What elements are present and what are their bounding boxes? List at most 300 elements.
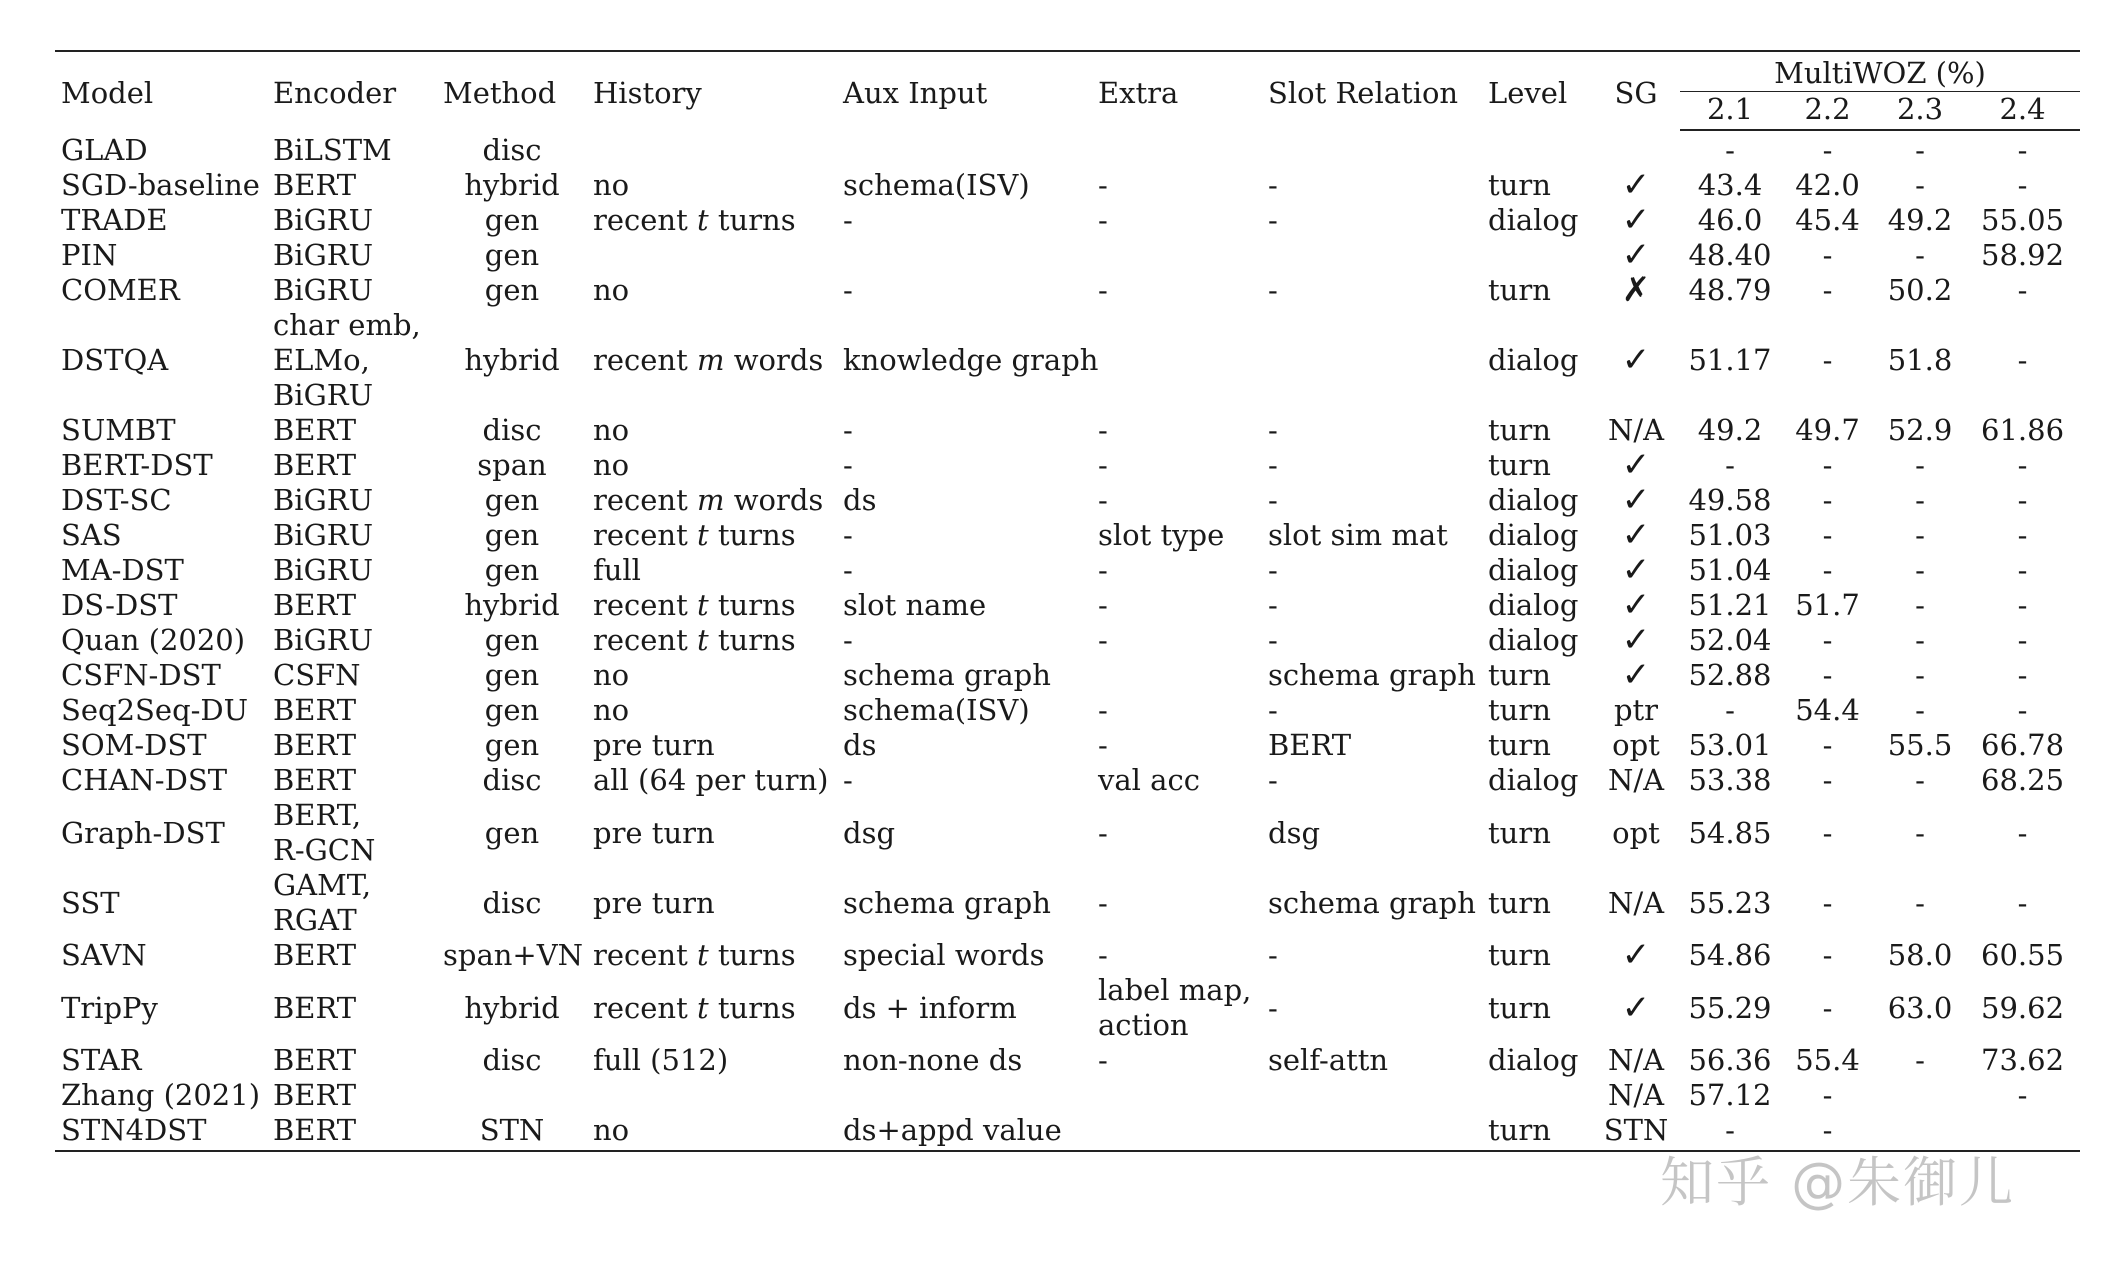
header-model: Model: [55, 51, 267, 130]
table-row: [55, 273, 2080, 308]
extra-cell: -: [1098, 693, 1108, 727]
sg-cell: ✓: [1621, 585, 1651, 625]
aux-input-cell: schema(ISV): [843, 693, 1030, 727]
multiwoz-2-4-cell: -: [2017, 483, 2028, 517]
history-cell: [587, 238, 837, 273]
multiwoz-2-1-cell: 43.4: [1697, 168, 1763, 202]
table-row: [55, 973, 2080, 1043]
slot-relation-cell: -: [1268, 588, 1278, 622]
encoder-cell: GAMT, RGAT: [273, 868, 372, 937]
sg-cell: ✗: [1621, 270, 1651, 310]
model-cell: BERT-DST: [61, 448, 213, 482]
table-row: [55, 168, 2080, 203]
header-aux-input: Aux Input: [837, 51, 1092, 130]
encoder-cell: BERT: [273, 413, 357, 447]
table-row: [55, 938, 2080, 973]
encoder-cell: BERT: [273, 938, 357, 972]
multiwoz-2-1-cell: 48.40: [1688, 238, 1772, 272]
sg-cell: ✓: [1621, 935, 1651, 975]
sg-cell: ✓: [1621, 480, 1651, 520]
history-cell: recent t turns: [593, 518, 796, 552]
multiwoz-2-4-cell: 73.62: [1981, 1043, 2065, 1077]
extra-cell: -: [1098, 623, 1108, 657]
multiwoz-2-2-cell: 51.7: [1795, 588, 1860, 622]
header-method: Method: [437, 51, 587, 130]
slot-relation-cell: -: [1268, 553, 1278, 587]
aux-input-cell: ds: [843, 728, 877, 762]
table-row: [55, 1043, 2080, 1078]
history-cell: all (64 per turn): [593, 763, 829, 797]
header-version-2-2: 2.2: [1780, 92, 1875, 131]
multiwoz-2-3-cell: -: [1915, 693, 1925, 727]
multiwoz-2-4-cell: 55.05: [1981, 203, 2065, 237]
sg-cell: ✓: [1621, 515, 1651, 555]
method-cell: gen: [484, 815, 540, 850]
slot-relation-cell: dsg: [1268, 815, 1321, 850]
model-cell: Zhang (2021): [61, 1078, 261, 1112]
header-version-2-1: 2.1: [1680, 92, 1780, 131]
multiwoz-2-4-cell: 66.78: [1981, 728, 2065, 762]
multiwoz-2-3-cell: 52.9: [1887, 413, 1953, 447]
encoder-cell: BiGRU: [273, 553, 374, 587]
sg-cell: ✓: [1621, 235, 1651, 275]
extra-cell: -: [1098, 168, 1108, 202]
aux-input-cell: schema(ISV): [843, 168, 1030, 202]
extra-cell: -: [1098, 885, 1108, 920]
multiwoz-2-4-cell: -: [2017, 518, 2028, 552]
method-cell: span: [477, 448, 547, 482]
history-cell: no: [593, 413, 630, 447]
method-cell: gen: [484, 238, 540, 272]
multiwoz-2-3-cell: -: [1915, 238, 1925, 272]
aux-input-cell: schema graph: [843, 658, 1051, 692]
sg-cell: opt: [1612, 815, 1660, 850]
level-cell: dialog: [1488, 553, 1579, 587]
slot-relation-cell: -: [1268, 413, 1278, 447]
model-cell: PIN: [61, 238, 118, 272]
multiwoz-2-4-cell: 58.92: [1981, 238, 2065, 272]
multiwoz-2-3-cell: [1875, 1078, 1965, 1113]
extra-cell: [1092, 658, 1262, 693]
extra-cell: -: [1098, 728, 1108, 762]
multiwoz-2-4-cell: -: [2017, 1078, 2028, 1112]
aux-input-cell: -: [843, 448, 853, 482]
history-cell: recent t turns: [593, 623, 796, 657]
table-row: [55, 483, 2080, 518]
method-cell: hybrid: [464, 588, 560, 622]
history-cell: no: [587, 1113, 837, 1151]
encoder-cell: BERT: [273, 588, 357, 622]
slot-relation-cell: schema graph: [1268, 885, 1476, 920]
level-cell: dialog: [1488, 343, 1579, 377]
encoder-cell: BERT: [273, 693, 357, 727]
aux-input-cell: -: [843, 203, 853, 237]
level-cell: dialog: [1488, 763, 1579, 797]
multiwoz-2-2-cell: -: [1822, 448, 1833, 482]
multiwoz-2-1-cell: -: [1725, 693, 1735, 727]
multiwoz-2-1-cell: 52.04: [1688, 623, 1772, 657]
aux-input-cell: ds+appd value: [837, 1113, 1092, 1151]
method-cell: gen: [484, 693, 540, 727]
header-version-2-4: 2.4: [1965, 92, 2080, 131]
encoder-cell: BiGRU: [273, 238, 374, 272]
level-cell: turn: [1488, 990, 1551, 1025]
multiwoz-2-2-cell: 54.4: [1795, 693, 1860, 727]
table-row: [55, 518, 2080, 553]
method-cell: gen: [484, 728, 540, 762]
multiwoz-2-3-cell: -: [1915, 553, 1925, 587]
encoder-cell: char emb, ELMo, BiGRU: [273, 308, 421, 412]
history-cell: pre turn: [593, 815, 715, 850]
method-cell: hybrid: [464, 343, 560, 377]
multiwoz-2-3-cell: -: [1915, 588, 1925, 622]
slot-relation-cell: -: [1268, 623, 1278, 657]
multiwoz-2-1-cell: 55.29: [1688, 990, 1772, 1025]
level-cell: turn: [1488, 693, 1551, 727]
level-cell: dialog: [1488, 588, 1579, 622]
table-row: [55, 238, 2080, 273]
multiwoz-2-4-cell: -: [2017, 623, 2028, 657]
level-cell: turn: [1488, 168, 1551, 202]
method-cell: gen: [484, 553, 540, 587]
encoder-cell: BiLSTM: [273, 132, 392, 167]
level-cell: turn: [1488, 273, 1551, 307]
multiwoz-2-2-cell: -: [1822, 518, 1833, 552]
table-row: [55, 693, 2080, 728]
multiwoz-2-1-cell: -: [1725, 133, 1735, 167]
model-cell: SST: [61, 885, 120, 920]
extra-cell: -: [1098, 588, 1108, 622]
method-cell: hybrid: [464, 990, 560, 1025]
multiwoz-2-2-cell: -: [1822, 658, 1833, 692]
method-cell: gen: [484, 623, 540, 657]
method-cell: gen: [484, 483, 540, 517]
multiwoz-2-4-cell: 68.25: [1981, 763, 2065, 797]
model-cell: Quan (2020): [61, 623, 246, 657]
history-cell: full (512): [593, 1043, 729, 1077]
extra-cell: [1092, 1113, 1262, 1151]
multiwoz-2-3-cell: -: [1915, 815, 1925, 850]
multiwoz-2-3-cell: 50.2: [1887, 273, 1953, 307]
model-cell: TRADE: [61, 203, 168, 237]
history-cell: recent t turns: [593, 990, 796, 1025]
dst-comparison-table: [55, 50, 2080, 1152]
model-cell: SGD-baseline: [61, 168, 260, 202]
aux-input-cell: special words: [843, 938, 1045, 972]
table-row: [55, 868, 2080, 938]
multiwoz-2-1-cell: 55.23: [1688, 885, 1772, 920]
table-row: [55, 203, 2080, 238]
multiwoz-2-3-cell: -: [1915, 885, 1925, 920]
aux-input-cell: ds + inform: [843, 990, 1017, 1025]
multiwoz-2-3-cell: -: [1915, 518, 1925, 552]
model-cell: STN4DST: [55, 1113, 267, 1151]
multiwoz-2-3-cell: -: [1915, 623, 1925, 657]
header-multiwoz: MultiWOZ (%): [1680, 51, 2080, 92]
model-cell: MA-DST: [61, 553, 184, 587]
history-cell: no: [593, 448, 630, 482]
method-cell: hybrid: [464, 168, 560, 202]
slot-relation-cell: -: [1268, 938, 1278, 972]
slot-relation-cell: [1262, 308, 1482, 413]
sg-cell: N/A: [1607, 1078, 1665, 1112]
method-cell: disc: [482, 763, 542, 797]
multiwoz-2-2-cell: 42.0: [1795, 168, 1860, 202]
multiwoz-2-2-cell: 45.4: [1795, 203, 1860, 237]
aux-input-cell: slot name: [843, 588, 987, 622]
multiwoz-2-2-cell: 55.4: [1795, 1043, 1860, 1077]
multiwoz-2-2-cell: -: [1822, 763, 1833, 797]
level-cell: [1482, 130, 1592, 168]
slot-relation-cell: -: [1268, 448, 1278, 482]
slot-relation-cell: [1262, 1078, 1482, 1113]
extra-cell: -: [1098, 553, 1108, 587]
multiwoz-2-3-cell: 58.0: [1887, 938, 1953, 972]
slot-relation-cell: [1262, 1113, 1482, 1151]
history-cell: no: [593, 658, 630, 692]
multiwoz-2-2-cell: -: [1822, 885, 1833, 920]
multiwoz-2-3-cell: -: [1915, 168, 1925, 202]
aux-input-cell: [837, 238, 1092, 273]
multiwoz-2-4-cell: -: [2017, 273, 2028, 307]
level-cell: dialog: [1488, 203, 1579, 237]
extra-cell: -: [1098, 815, 1108, 850]
multiwoz-2-4-cell: 59.62: [1981, 990, 2065, 1025]
aux-input-cell: -: [843, 763, 853, 797]
multiwoz-2-2-cell: -: [1822, 273, 1833, 307]
encoder-cell: BERT: [273, 763, 357, 797]
sg-cell: ✓: [1621, 655, 1651, 695]
model-cell: DST-SC: [61, 483, 172, 517]
multiwoz-2-3-cell: -: [1915, 658, 1925, 692]
history-cell: no: [593, 273, 630, 307]
extra-cell: -: [1098, 413, 1108, 447]
header-version-2-3: 2.3: [1875, 92, 1965, 131]
level-cell: turn: [1488, 658, 1551, 692]
history-cell: recent m words: [593, 343, 824, 377]
method-cell: disc: [482, 1043, 542, 1077]
extra-cell: -: [1098, 273, 1108, 307]
table-row: [55, 1078, 2080, 1113]
level-cell: turn: [1488, 938, 1551, 972]
sg-cell: N/A: [1607, 763, 1665, 797]
aux-input-cell: -: [843, 273, 853, 307]
level-cell: dialog: [1488, 623, 1579, 657]
multiwoz-2-4-cell: -: [2017, 588, 2028, 622]
sg-cell: ✓: [1621, 445, 1651, 485]
multiwoz-2-1-cell: 54.85: [1688, 815, 1772, 850]
sg-cell: ✓: [1621, 340, 1651, 380]
multiwoz-2-3-cell: 55.5: [1887, 728, 1953, 762]
slot-relation-cell: BERT: [1268, 728, 1352, 762]
sg-cell: ✓: [1621, 165, 1651, 205]
multiwoz-2-1-cell: -: [1725, 448, 1735, 482]
table-row: [55, 763, 2080, 798]
encoder-cell: BERT: [273, 168, 357, 202]
multiwoz-2-4-cell: -: [2017, 885, 2028, 920]
table-row: [55, 798, 2080, 868]
aux-input-cell: [837, 130, 1092, 168]
multiwoz-2-1-cell: 49.58: [1688, 483, 1772, 517]
multiwoz-2-4-cell: -: [2017, 448, 2028, 482]
method-cell: span+VN: [443, 938, 584, 972]
multiwoz-2-1-cell: 51.21: [1688, 588, 1772, 622]
multiwoz-2-2-cell: -: [1822, 728, 1833, 762]
multiwoz-2-3-cell: -: [1915, 483, 1925, 517]
slot-relation-cell: -: [1268, 990, 1278, 1025]
level-cell: turn: [1488, 885, 1551, 920]
watermark: 知乎 @朱御儿: [1660, 1151, 2016, 1214]
model-cell: SOM-DST: [61, 728, 207, 762]
multiwoz-2-4-cell: -: [2017, 133, 2028, 167]
results-table-container: [55, 50, 2080, 1152]
sg-cell: opt: [1612, 728, 1660, 762]
model-cell: SAVN: [61, 938, 147, 972]
table-row: [55, 658, 2080, 693]
level-cell: dialog: [1488, 483, 1579, 517]
history-cell: recent t turns: [593, 938, 796, 972]
table-row: [55, 728, 2080, 763]
header-level: Level: [1482, 51, 1592, 130]
sg-cell: N/A: [1607, 885, 1665, 920]
history-cell: pre turn: [593, 885, 715, 920]
sg-cell: [1592, 130, 1680, 168]
method-cell: disc: [482, 885, 542, 920]
encoder-cell: BERT: [273, 1078, 357, 1112]
multiwoz-2-1-cell: 51.17: [1688, 343, 1772, 377]
encoder-cell: BERT: [273, 728, 357, 762]
method-cell: disc: [482, 413, 542, 447]
encoder-cell: BERT: [273, 1043, 357, 1077]
multiwoz-2-1-cell: 51.04: [1688, 553, 1772, 587]
level-cell: [1482, 238, 1592, 273]
sg-cell: ✓: [1621, 987, 1651, 1028]
multiwoz-2-4-cell: 60.55: [1981, 938, 2065, 972]
history-cell: recent t turns: [593, 588, 796, 622]
slot-relation-cell: slot sim mat: [1268, 518, 1448, 552]
model-cell: GLAD: [61, 132, 148, 167]
aux-input-cell: dsg: [843, 815, 896, 850]
level-cell: turn: [1488, 448, 1551, 482]
multiwoz-2-2-cell: -: [1822, 483, 1833, 517]
header-slot-relation: Slot Relation: [1262, 51, 1482, 130]
sg-cell: ✓: [1621, 620, 1651, 660]
table-row: [55, 588, 2080, 623]
table-row: [55, 130, 2080, 168]
aux-input-cell: [837, 1078, 1092, 1113]
slot-relation-cell: -: [1268, 203, 1278, 237]
multiwoz-2-2-cell: -: [1822, 1078, 1833, 1112]
encoder-cell: BERT: [267, 1113, 437, 1151]
table-row: [55, 308, 2080, 413]
encoder-cell: BiGRU: [273, 623, 374, 657]
multiwoz-2-4-cell: -: [2017, 168, 2028, 202]
level-cell: turn: [1488, 728, 1551, 762]
history-cell: [587, 130, 837, 168]
multiwoz-2-1-cell: -: [1680, 1113, 1780, 1151]
extra-cell: [1092, 130, 1262, 168]
slot-relation-cell: [1262, 238, 1482, 273]
model-cell: STAR: [61, 1043, 142, 1077]
sg-cell: N/A: [1607, 413, 1665, 447]
history-cell: pre turn: [593, 728, 715, 762]
level-cell: dialog: [1488, 1043, 1579, 1077]
header-extra: Extra: [1092, 51, 1262, 130]
table-body: [55, 130, 2080, 1151]
slot-relation-cell: -: [1268, 763, 1278, 797]
level-cell: turn: [1488, 815, 1551, 850]
extra-cell: -: [1098, 203, 1108, 237]
multiwoz-2-3-cell: -: [1915, 448, 1925, 482]
model-cell: SUMBT: [61, 413, 176, 447]
history-cell: no: [593, 168, 630, 202]
extra-cell: -: [1098, 938, 1108, 972]
multiwoz-2-2-cell: -: [1822, 553, 1833, 587]
multiwoz-2-1-cell: 57.12: [1688, 1078, 1772, 1112]
extra-cell: [1092, 238, 1262, 273]
model-cell: DSTQA: [61, 343, 169, 377]
aux-input-cell: -: [843, 413, 853, 447]
extra-cell: val acc: [1098, 763, 1200, 797]
multiwoz-2-4-cell: -: [2017, 343, 2028, 377]
aux-input-cell: -: [843, 518, 853, 552]
multiwoz-2-1-cell: 51.03: [1688, 518, 1772, 552]
multiwoz-2-2-cell: 49.7: [1795, 413, 1860, 447]
multiwoz-2-3-cell: -: [1915, 763, 1925, 797]
multiwoz-2-2-cell: -: [1780, 1113, 1875, 1151]
aux-input-cell: non-none ds: [843, 1043, 1023, 1077]
multiwoz-2-2-cell: -: [1822, 238, 1833, 272]
multiwoz-2-4-cell: -: [2017, 815, 2028, 850]
header-encoder: Encoder: [267, 51, 437, 130]
encoder-cell: BERT, R-GCN: [273, 798, 376, 867]
aux-input-cell: -: [843, 553, 853, 587]
multiwoz-2-2-cell: -: [1822, 623, 1833, 657]
model-cell: Graph-DST: [61, 815, 225, 850]
history-cell: [587, 1078, 837, 1113]
sg-cell: N/A: [1607, 1043, 1665, 1077]
aux-input-cell: knowledge graph: [843, 343, 1099, 377]
extra-cell: label map, action: [1098, 973, 1252, 1042]
multiwoz-2-1-cell: 49.2: [1697, 413, 1763, 447]
aux-input-cell: ds: [843, 483, 877, 517]
model-cell: CHAN-DST: [61, 763, 228, 797]
level-cell: [1482, 1078, 1592, 1113]
history-cell: full: [593, 553, 641, 587]
table-row: [55, 448, 2080, 483]
method-cell: STN: [437, 1113, 587, 1151]
model-cell: COMER: [61, 273, 180, 307]
method-cell: gen: [484, 203, 540, 237]
multiwoz-2-2-cell: -: [1822, 990, 1833, 1025]
multiwoz-2-4-cell: -: [2017, 693, 2028, 727]
extra-cell: [1092, 1078, 1262, 1113]
model-cell: TripPy: [61, 990, 158, 1025]
multiwoz-2-3-cell: 51.8: [1887, 343, 1953, 377]
multiwoz-2-1-cell: 46.0: [1697, 203, 1763, 237]
history-cell: recent m words: [593, 483, 824, 517]
slot-relation-cell: -: [1268, 483, 1278, 517]
sg-cell: STN: [1592, 1113, 1680, 1151]
multiwoz-2-1-cell: 53.38: [1688, 763, 1772, 797]
multiwoz-2-1-cell: 56.36: [1688, 1043, 1772, 1077]
encoder-cell: BiGRU: [273, 483, 374, 517]
multiwoz-2-2-cell: -: [1822, 133, 1833, 167]
aux-input-cell: -: [843, 623, 853, 657]
multiwoz-2-3-cell: -: [1915, 1043, 1925, 1077]
multiwoz-2-4-cell: -: [2017, 658, 2028, 692]
multiwoz-2-3-cell: 49.2: [1887, 203, 1953, 237]
